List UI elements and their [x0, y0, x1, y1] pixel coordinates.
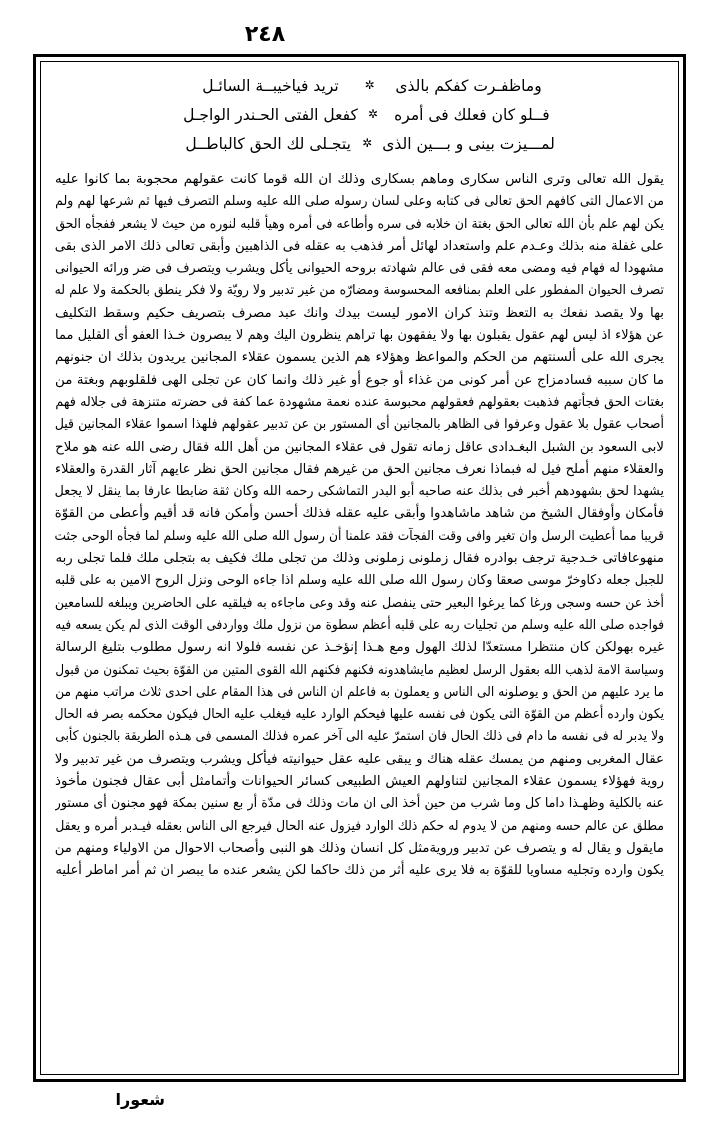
body-text-line — [55, 771, 664, 793]
body-text-line — [55, 392, 664, 414]
body-text-line-content: أخذ عن حسه وسجى ورغا كما يرغوا البعير حتى ينفصل عنه وقد وعى ماجاءه به فيلقيه على الحاضرين ويبلغه للسامعين — [55, 595, 664, 611]
body-text-line — [55, 459, 664, 481]
body-text-line — [55, 214, 664, 236]
body-text-line — [55, 860, 664, 882]
body-text-line-content: قريبا مما أعطيت الرسل وان تغير وافى وقت الفجآت فقد علمنا أن رسول الله صلى الله عليه وسلم لما فجأه الوحى جثت — [55, 528, 664, 544]
verse-separator-icon: ✲ — [362, 136, 373, 150]
body-text-line-content: من الاعمال التى كافهم الحق تعالى فى كتابه وعلى لسان رسوله صلى الله عليه وسلم التصرف فيها ثم شرعها لهم ولم — [55, 194, 664, 210]
body-text-line — [55, 169, 664, 191]
verse-hemistich-second: كفعل الفتى الحـندر الواجـل — [183, 106, 358, 124]
body-text-line — [55, 370, 664, 392]
body-text-line-content: للجبل جعله دكاوخرّ موسى صعقا وكان رسول الله صلى الله عليه وسلم اذا جاءه الوحى ونزل الروح الامين به على قلبه — [55, 573, 664, 589]
body-text-line-content: أصحاب عقول بلا عقول وعرفوا فى الظاهر بالمجانين أى المستور بن عن تدبير عقولهم فلهذا اسموا عقلاء المجانين قيل — [55, 417, 664, 433]
body-text-line-content: والعقلاء منهم أملح فيل له فبماذا نعرف مجانين الحق من غيرهم فقال مجانين الحق نظر عايهم آثار القدرة والعقلاء — [55, 461, 664, 477]
body-text-line-content: لابى السعود بن الشبل البغـدادى عاقل زمانه تقول فى عقلاء المجانين من أهل الله فقال رضى الله عنه هو ملاح — [55, 439, 664, 455]
body-text-line — [55, 503, 664, 525]
body-text-line-content: تصرف الحيوان المفطور على العلم بمنافعه المحسوسة ومضارّه من غير تدبير ولا رويّة ولا فكر ينطق بالحكمة ولا علم له — [55, 283, 664, 299]
body-text-line-content: فأمكان وأوفقال الشيخ من شاهد ماشاهدوا وأبقى عليه عقله فذلك أحسن وأمكن فانه قد أقيم وأعطى من القوّة — [55, 506, 664, 522]
body-text-line-content: ما يرد عليهم من الحق و يوصلونه الى الناس و يعملون به فاعلم ان الناس فى هذا المقام على احدى ثلاث مراتب منهم من — [55, 684, 664, 700]
body-text-line — [55, 704, 664, 726]
verse-hemistich-first: وماظفـرت كفكم بالذى — [395, 77, 542, 95]
body-text-line-content: مشهودا له فهام فيه ومضى معه فقى فى عالم شهادته بروحه الحيوانى يأكل ويشرب ويتصرف فى ضر ورائه الحيوانى — [55, 261, 664, 277]
body-text-line-content: يجرى الله على ألسنتهم من الحكم والمواعظ وهؤلاء هم الذين يسمون عقلاء المجانين يريدون بذلك ان جنونهم — [55, 350, 664, 366]
body-text-line-content: عنه بالكلية وظهـذا داما كل وما شرب من حين أخذ الى ان مات وذلك فى مدّة أر بع سنين بمكة فهو مجنون أى مستور — [55, 796, 664, 812]
body-text-block — [55, 169, 664, 883]
body-text-line — [55, 347, 664, 369]
body-text-line — [55, 615, 664, 637]
body-text-line — [55, 793, 664, 815]
verse-hemistich-second: يتجـلى لك الحق كالباطــل — [185, 135, 351, 153]
body-text-line-content: ولا يدبر له فى نفسه ما دام فى ذلك الحال فان استمرّ عليه الى آخر عمره فذلك المسمى فى هـذه الطريقة بالجنون كأبى — [55, 729, 664, 745]
body-text-line — [55, 726, 664, 748]
verse-hemistich-first: فــلو كان فعلك فى أمره — [394, 106, 550, 124]
body-text-line — [55, 548, 664, 570]
body-text-line — [55, 437, 664, 459]
body-text-line-content: يقول الله تعالى وترى الناس سكارى وماهم بسكارى وذلك ان الله قوما كانت عقولهم محجوبة بما كانوا عليه — [55, 172, 664, 187]
body-text-line — [55, 280, 664, 302]
body-text-line — [55, 481, 664, 503]
body-text-line — [55, 414, 664, 436]
catchword: شعورا — [115, 1090, 165, 1109]
poetry-block — [55, 72, 664, 159]
body-text-line-content: ما كان سببه فسادمزاج عن أمر كونى من غذاء أو جوع أو غير ذلك وانما كان عن تجلى الهى فلقلوبهم وبغتة من — [55, 372, 664, 388]
body-text-line — [55, 570, 664, 592]
body-text-line-content: يكن لهم علم بأن الله تعالى الحق بغتة ان خلابه فى سره وأطاعه فى أمره وهيأ قلبه لنوره من حيث لا يشعر ففجأه الحق — [55, 216, 664, 232]
body-text-line-content: وسياسة الامة لذهب الله بعقول الرسل لعظيم مايشاهدونه فكنهم فكنهم الله القوى المتين من القوّة بحيث تمكنون من قبول — [55, 662, 664, 678]
body-text-line — [55, 258, 664, 280]
body-text-line-content: بغتات الحق فجأتهم فذهبت بعقولهم فعقولهم محبوسة عنده نعمة مشهودة عما كفة فى حضرته متنزهة فى جلاله فهم — [55, 394, 664, 410]
body-text-line-content: مطلق عن عالم حسه ومنهم من لا يدوم له حكم ذلك الوارد فيزول عنه الحال فيرجع الى الناس بعقله فيـدبر أمره و يعقل — [55, 818, 664, 834]
verse-hemistich-second: تريد فياخيبــة السائـل — [202, 77, 339, 95]
page-content — [37, 58, 682, 1078]
body-text-line — [55, 816, 664, 838]
body-text-line — [55, 637, 664, 659]
body-text-line-content: يكون وارده أعظم من القوّة التى يكون فى نفسه عليها فيحكم الوارد عليه فيغلب عليه الحال فيكون محكمه بصر فه الحال — [55, 707, 664, 723]
body-text-line-content: عقال المغربى ومنهم من يمسك عقله هناك و يبقى عليه عقل حيوانيته فيأكل ويشرب ويتصرف من غير تدبير ولا — [55, 751, 664, 767]
poetry-verse — [55, 72, 664, 101]
body-text-line-content: على غفلة منه بذلك وعـدم علم واستعداد لهائل أمر فذهب به عقله فى الذاهبين وأبقى تعالى ذلك الامر الذى بقى — [55, 238, 664, 254]
body-text-line-content: يشهدا لحق بشهودهم أخبر فى بذلك عنه صاحبه أبو البدر التماشكى رحمه الله وكان ثقة ضابطا عارفا بما ينقل لا يجعل — [55, 484, 664, 500]
verse-separator-icon: ✲ — [364, 78, 375, 92]
body-text-line-content: عن هؤلاء اذ ليس لهم عقول يقبلون بها ولا يفقهون بها تراهم ينظرون اليك وهم لا يبصرون خـذا العفو أى القليل مما — [55, 328, 664, 344]
body-text-line — [55, 593, 664, 615]
body-text-line-content: يكون وارده وتجليه مساويا للقوّة به فلا يرى عليه أثر من ذلك حاكما لكن يشعر عنده ما يبصر ان ثم أمر اماطر أعليه — [55, 863, 664, 879]
body-text-line-content: مايقول و يقال له و يتصرف عن تدبير ورويةمثل كل انسان وذلك هو النبى وأصحاب الاحوال من الاولياء ومنهم من — [55, 840, 664, 856]
page-number: ٢٤٨ — [244, 22, 286, 47]
body-text-line-content: فواجده صلى الله عليه وسلم من تجليات ربه على قلبه أعظم سطوة من نزول ملك وواردفى الوقت الذى لم يكن يسعه فيه — [55, 617, 664, 633]
body-text-line — [55, 526, 664, 548]
body-text-line — [55, 303, 664, 325]
body-text-line — [55, 749, 664, 771]
body-text-line-content: غيره بهولكن كان منتظرا مستعدّا لذلك الهول ومع هـذا إنؤخـذ عن نفسه فلولا انه رسول مطلوب بتليغ الرسالة — [55, 640, 664, 656]
body-text-line-content: منهوعافاتى خـدجية ترجف بوادره فقال زملونى زملونى وذلك من تجلى ملك فكيف به بتجلى ملك فلما تجلى ربه — [55, 551, 664, 567]
body-text-line — [55, 838, 664, 860]
body-text-line-content: روية فهؤلاء يسمون عقلاء المجانين لتناولهم العيش الطبيعى كسائر الحيوانات وأتمامثل أبى عقال فجنون مأخوذ — [55, 774, 664, 790]
verse-hemistich-first: لمـــيزت بينى و بـــين الذى — [382, 135, 555, 153]
body-text-line — [55, 191, 664, 213]
body-text-line-content: بها ولا يقصد نفعك به التعظ وتنذ كران الامور ليست بيدك وانك عبد مصرف بتصريف حكيم وسقط التكليف — [55, 305, 664, 321]
body-text-line — [55, 660, 664, 682]
verse-separator-icon: ✲ — [367, 107, 378, 121]
poetry-verse — [55, 101, 664, 130]
body-text-line — [55, 236, 664, 258]
body-text-line — [55, 325, 664, 347]
poetry-verse — [55, 130, 664, 159]
body-text-line — [55, 682, 664, 704]
